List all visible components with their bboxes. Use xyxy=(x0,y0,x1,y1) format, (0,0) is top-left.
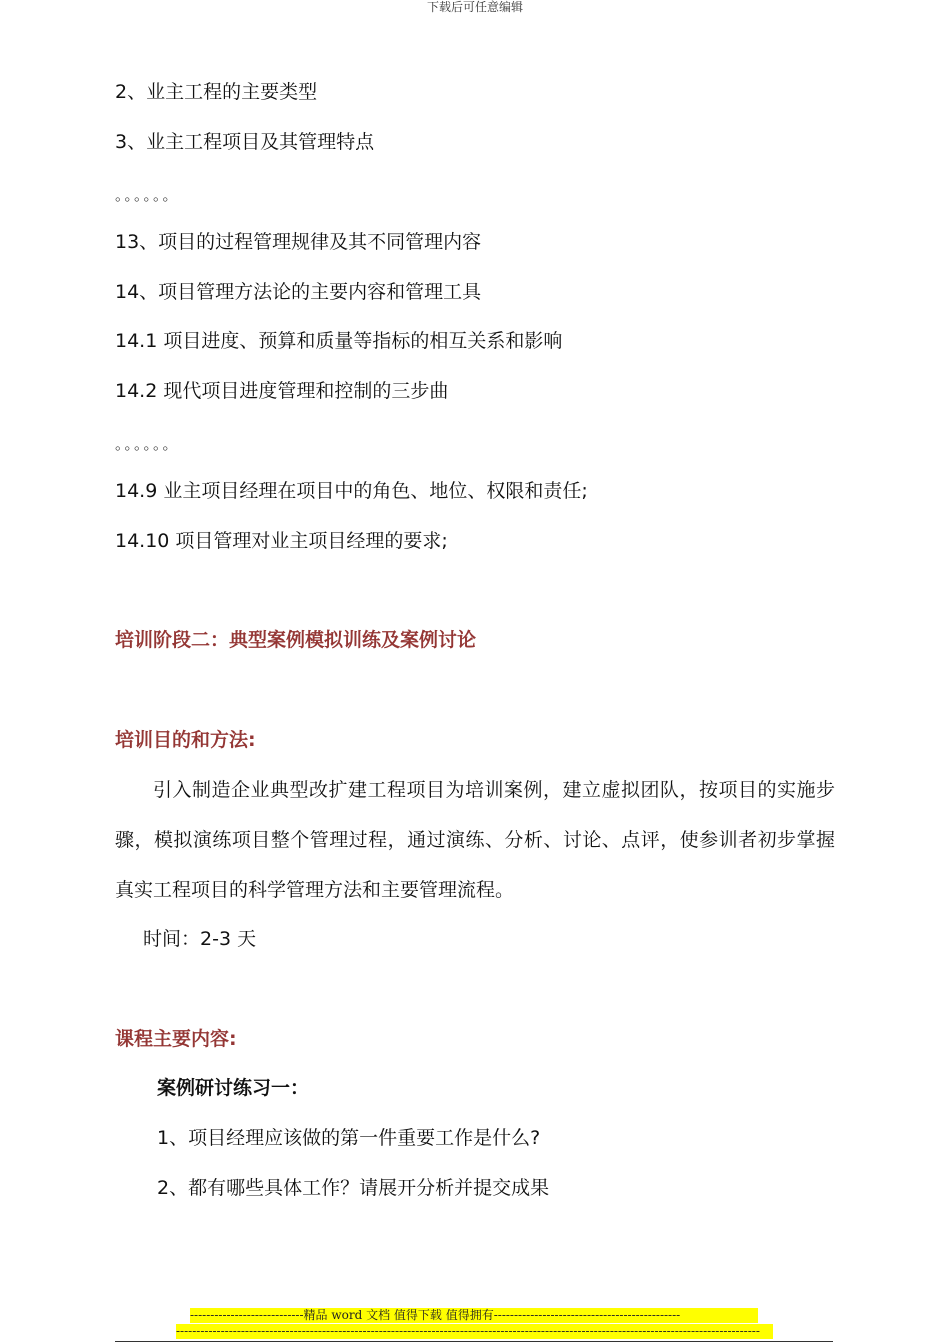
duration-text: 时间：2-3 天 xyxy=(143,928,257,950)
page-header: 下载后可任意编辑 xyxy=(426,0,523,14)
question-2: 2、都有哪些具体工作？请展开分析并提交成果 xyxy=(157,1177,550,1199)
outline-item-14-1: 14.1 项目进度、预算和质量等指标的相互关系和影响 xyxy=(115,330,563,352)
footer-dash-line: ------------------------------------------------------------------------------------------------------------------------------------------------ xyxy=(176,1324,773,1339)
outline-item-14-9: 14.9 业主项目经理在项目中的角色、地位、权限和责任; xyxy=(115,480,588,502)
question-1: 1、项目经理应该做的第一件重要工作是什么? xyxy=(157,1127,541,1149)
content-heading: 课程主要内容: xyxy=(115,1028,237,1050)
outline-item-3: 3、业主工程项目及其管理特点 xyxy=(115,131,375,153)
outline-item-14-10: 14.10 项目管理对业主项目经理的要求; xyxy=(115,530,448,552)
ellipsis-2: 。。。。。。 xyxy=(115,435,180,453)
outline-item-14-2: 14.2 现代项目进度管理和控制的三步曲 xyxy=(115,380,449,402)
outline-item-14: 14、项目管理方法论的主要内容和管理工具 xyxy=(115,281,482,303)
outline-item-2: 2、业主工程的主要类型 xyxy=(115,81,318,103)
purpose-paragraph: 引入制造企业典型改扩建工程项目为培训案例，建立虚拟团队，按项目的实施步骤，模拟演练项目整个管理过程，通过演练、分析、讨论、点评，使参训者初步掌握真实工程项目的科学管理方法和主要管理流程。 xyxy=(115,779,835,901)
stage2-heading: 培训阶段二：典型案例模拟训练及案例讨论 xyxy=(115,629,477,651)
case-title: 案例研讨练习一： xyxy=(157,1077,310,1099)
purpose-heading: 培训目的和方法: xyxy=(115,729,256,751)
footer-banner: ----------------------------精品 word 文档 值得下载 值得拥有---------------------------------------------- xyxy=(190,1308,758,1323)
outline-item-13: 13、项目的过程管理规律及其不同管理内容 xyxy=(115,231,482,253)
footer-rule xyxy=(115,1341,833,1342)
ellipsis-1: 。。。。。。 xyxy=(115,186,180,204)
